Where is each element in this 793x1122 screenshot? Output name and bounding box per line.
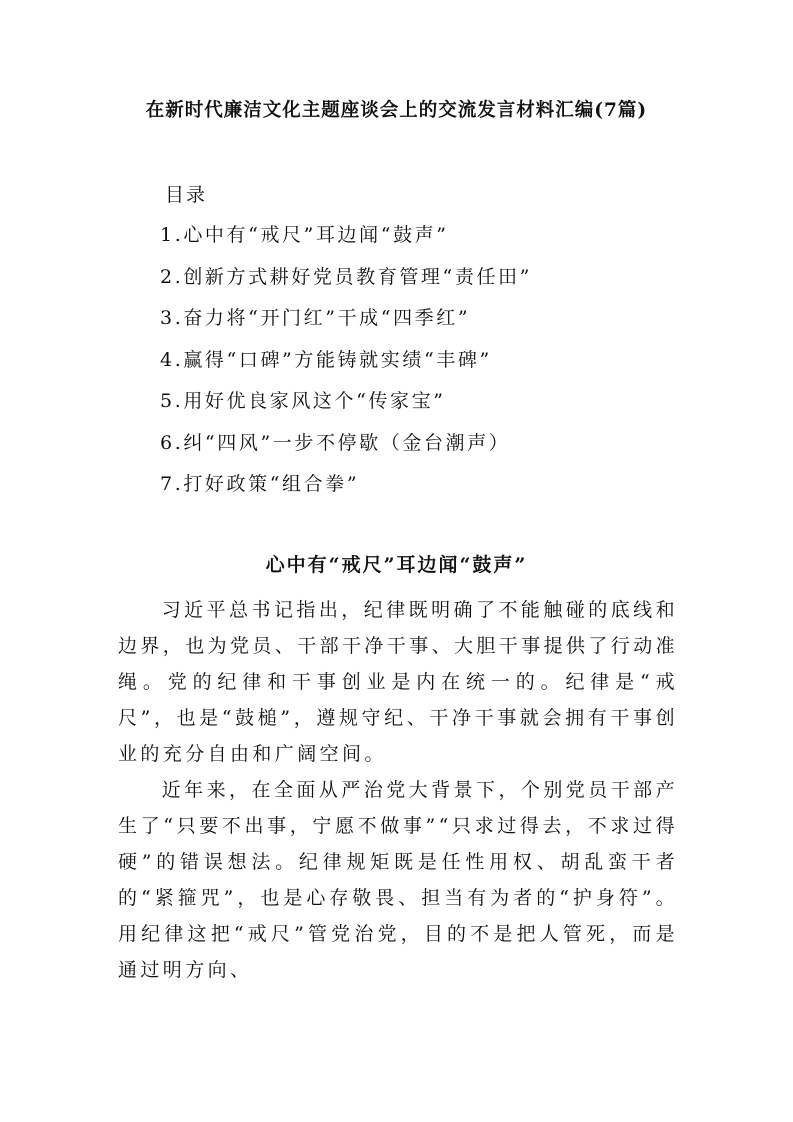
toc-item-5: 5.用好优良家风这个“传家宝” bbox=[160, 390, 446, 412]
body-paragraph-2: 近年来，在全面从严治党大背景下，个别党员干部产生了“只要不出事，宁愿不做事”“只求过得去，不求过得硬”的错误想法。纪律规矩既是任性用权、胡乱蛮干者的“紧箍咒”，也是心存敬畏、担当有为者的“护身符”。用纪律这把“戒尺”管党治党，目的不是把人管死，而是通过明方向、 bbox=[118, 779, 678, 981]
toc-item-1: 1.心中有“戒尺”耳边闻“鼓声” bbox=[160, 224, 449, 246]
toc-heading: 目录 bbox=[165, 184, 208, 206]
toc-list bbox=[160, 222, 532, 513]
section-title: 心中有“戒尺”耳边闻“鼓声” bbox=[265, 554, 528, 576]
body-paragraph-1: 习近平总书记指出，纪律既明确了不能触碰的底线和边界，也为党员、干部干净干事、大胆干事提供了行动准绳。党的纪律和干事创业是内在统一的。纪律是“戒尺”，也是“鼓槌”，遵规守纪、干净干事就会拥有干事创业的充分自由和广阔空间。 bbox=[118, 599, 679, 765]
toc-item-3: 3.奋力将“开门红”干成“四季红” bbox=[160, 307, 471, 329]
document-title: 在新时代廉洁文化主题座谈会上的交流发言材料汇编(7篇) bbox=[145, 100, 648, 121]
toc-item-4: 4.赢得“口碑”方能铸就实绩“丰碑” bbox=[160, 348, 492, 371]
toc-item-7: 7.打好政策“组合拳” bbox=[160, 473, 360, 495]
toc-item-6: 6.纠“四风”一步不停歇（金台潮声） bbox=[160, 431, 511, 454]
toc-item-2: 2.创新方式耕好党员教育管理“责任田” bbox=[160, 265, 532, 288]
section-body bbox=[118, 592, 678, 988]
